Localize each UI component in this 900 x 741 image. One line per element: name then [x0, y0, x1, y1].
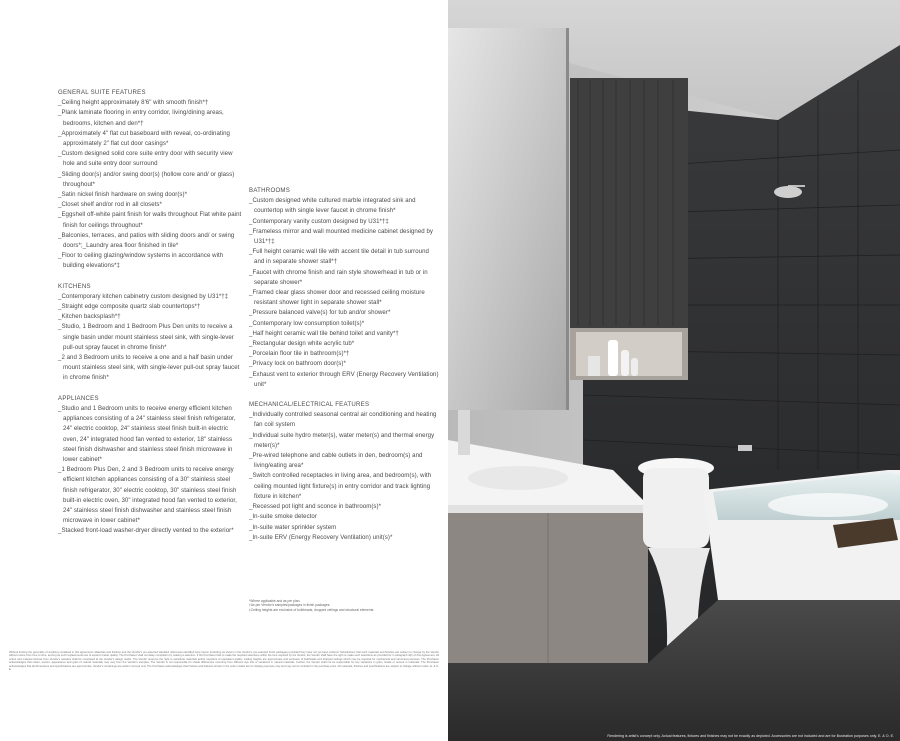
appliances-list	[58, 404, 243, 537]
feature-item: _Plank laminate flooring in entry corridor, living/dining areas, bedrooms, kitchen and den*†	[58, 109, 224, 127]
feature-item: _1 Bedroom Plus Den, 2 and 3 Bedroom units to receive energy efficient kitchen appliances consisting of a 30" stainless steel finish refrigerator, 30" electric cooktop, 30" stainless steel finish built-in electric oven, 30" integrated hood fan vented to exterior, 24" stainless steel finish dishwasher and stainless steel finish microwave in lower cabinet*	[58, 466, 237, 525]
kitchens-heading: KITCHENS	[58, 282, 91, 290]
feature-item: _Exhaust vent to exterior through ERV (Energy Recovery Ventilation) unit*	[249, 370, 439, 388]
feature-item: _In-suite water sprinkler system	[249, 523, 337, 531]
feature-item: _Contemporary vanity custom designed by U31*†‡	[249, 217, 389, 225]
feature-item: _Frameless mirror and wall mounted medicine cabinet designed by U31*†‡	[249, 227, 434, 246]
feature-item: _Kitchen backsplash*†	[58, 313, 121, 321]
legal-disclaimer: Without limiting the generality of anything contained in this Agreement: Materials and finishes and the Vendor's pre-selected standard references identified here herein (including as shown in the Vendor's pre-selected finish packages) provided they have not yet been ordered. Substitutions that such materials and finishes are subject to change by the Vendor without notice from time to time, as long as such replacements are of equal or better quality. The Purchaser shall not delay completion by making a selection. If the Purchaser fails to make the required selections within the time required by the Vendor, the Vendor shall have the right to make such selections as provided for in paragraph 4(b) of this Agreement. All colour and material choices from Vendor's samples shall be completed at the Vendor's design studio. The Vendor reserves the right to substitute materials and/or suppliers of equivalent quality. Ceiling heights are approximate and exclusive of bulkheads and dropped ceilings which may be required for mechanical and structural purposes. The Purchaser acknowledges that colour, texture, appearance and grain of natural materials may vary from the Vendor's samples. The Vendor is not responsible for shade differences occurring from different dye lots or variations in natural materials. Further, the Vendor shall not be responsible for any variations in grain, shade or texture in materials. The Purchaser acknowledges that all dimensions and specifications are approximate. Vendor's renderings are artist's concept only. The Purchaser acknowledges that finishes and features shown in the suite models are for display purposes only and may not be included in the purchase price. All materials, finishes and specifications are subject to change without notice. E. & O. E.	[9, 651, 439, 672]
feature-item: _Pre-wired telephone and cable outlets in den, bedroom(s) and living/eating area*	[249, 452, 423, 470]
feature-item: _Recessed pot light and sconce in bathroom(s)*	[249, 503, 382, 511]
feature-item: _Framed clear glass shower door and recessed ceiling moisture resistant shower light in separate shower stall*	[249, 289, 425, 307]
feature-item: _Studio and 1 Bedroom units to receive energy efficient kitchen appliances consisting of a 24" stainless steel finish refrigerator, 24" electric cooktop, 24" stainless steel finish built-in electric oven, 24" integrated hood fan vented to exterior, 18" stainless steel finish dishwasher and stainless steel finish microwave in lower cabinet*	[58, 404, 236, 463]
bathrooms-heading: BATHROOMS	[249, 187, 291, 194]
feature-item: _Half height ceramic wall tile behind toilet and vanity*†	[249, 329, 399, 337]
mechanical-list	[249, 410, 439, 543]
footnotes	[249, 599, 439, 612]
bathroom-rendering	[448, 0, 900, 741]
feature-item: _Switch controlled receptacles in living area, and bedroom(s), with ceiling mounted light fixture(s) in entry corridor and track lighting fixture in kitchen*	[249, 472, 432, 500]
feature-item: _Individual suite hydro meter(s), water meter(s) and thermal energy meter(s)*	[249, 431, 435, 449]
feature-item: _Contemporary kitchen cabinetry custom designed by U31*†‡	[58, 292, 229, 300]
feature-item: _Eggshell off-white paint finish for walls throughout Flat white paint finish for ceilings throughout*	[58, 211, 242, 229]
footnote: *Where applicable and as per plan.	[249, 599, 301, 603]
mechanical-heading: MECHANICAL/ELECTRICAL FEATURES	[249, 401, 370, 409]
feature-item: _Faucet with chrome finish and rain style showerhead in tub or in separate shower*	[249, 268, 428, 286]
kitchens-list	[58, 292, 243, 384]
feature-item: _In-suite smoke detector	[249, 513, 317, 521]
bathrooms-list	[249, 196, 439, 390]
feature-item: _Pressure balanced valve(s) for tub and/or shower*	[249, 309, 391, 317]
rendering-caption: Rendering is artist's concept only. Actual features, fixtures and finishes may not be exactly as depicted. Accessories are not included and are for illustration purposes only. E. & O. E.	[607, 734, 894, 738]
general-heading: GENERAL SUITE FEATURES	[58, 89, 146, 96]
features-page	[0, 0, 448, 741]
bathroom-illustration	[448, 0, 900, 741]
appliances-heading: APPLIANCES	[58, 394, 99, 402]
feature-item: _Floor to ceiling glazing/window systems in accordance with building elevations*‡	[58, 252, 224, 270]
features-column-left	[58, 88, 243, 537]
feature-item: _Contemporary low consumption toilet(s)*	[249, 319, 365, 327]
feature-item: _Straight edge composite quartz slab countertops*†	[58, 303, 201, 311]
feature-item: _Rectangular design white acrylic tub*	[249, 340, 355, 348]
feature-item: _Approximately 4" flat cut baseboard with reveal, co-ordinating approximately 2" flat cut door casings*	[58, 129, 230, 148]
feature-item: _Custom designed solid core suite entry door with security view hole and suite entry door surround	[58, 150, 233, 168]
feature-item: _Balconies, terraces, and patios with sliding doors and/ or swing doors*;_Laundry area floor finished in tile*	[58, 231, 235, 250]
general-list	[58, 98, 243, 271]
feature-item: _Satin nickel finish hardware on swing door(s)*	[58, 191, 188, 199]
feature-item: _Porcelain floor tile in bathroom(s)*†	[249, 350, 350, 358]
footnote: †As per Vendor's samples/packages in finish packages.	[249, 603, 331, 608]
feature-item: _Sliding door(s) and/or swing door(s) (hollow core and/ or glass) throughout*	[58, 170, 235, 188]
feature-item: _Custom designed white cultured marble integrated sink and countertop with single lever faucet in chrome finish*	[249, 197, 416, 215]
feature-item: _Closet shelf and/or rod in all closets*	[58, 201, 162, 209]
feature-item: _2 and 3 Bedroom units to receive a one and a half basin under mount stainless steel sink, with single-lever pull-out spray faucet in chrome finish*	[58, 354, 240, 382]
feature-item: _Full height ceramic wall tile with accent tile detail in tub surround and in separate shower stall*†	[249, 248, 429, 266]
feature-item: _Privacy lock on bathroom door(s)*	[249, 360, 346, 368]
footnote: ‡Ceiling heights are exclusive of bulkheads, dropped ceilings and structural elements.	[249, 607, 375, 612]
feature-item: _Ceiling height approximately 8'6" with smooth finish*†	[58, 99, 209, 107]
feature-item: _In-suite ERV (Energy Recovery Ventilation) unit(s)*	[249, 533, 393, 541]
feature-item: _Studio, 1 Bedroom and 1 Bedroom Plus Den units to receive a single basin under mount stainless steel sink, with single-lever pull-out spray faucet in chrome finish*	[58, 323, 234, 351]
features-column-right	[249, 186, 439, 543]
feature-item: _Stacked front-load washer-dryer directly vented to the exterior*	[58, 527, 234, 535]
feature-item: _Individually controlled seasonal central air conditioning and heating fan coil system	[249, 411, 437, 429]
